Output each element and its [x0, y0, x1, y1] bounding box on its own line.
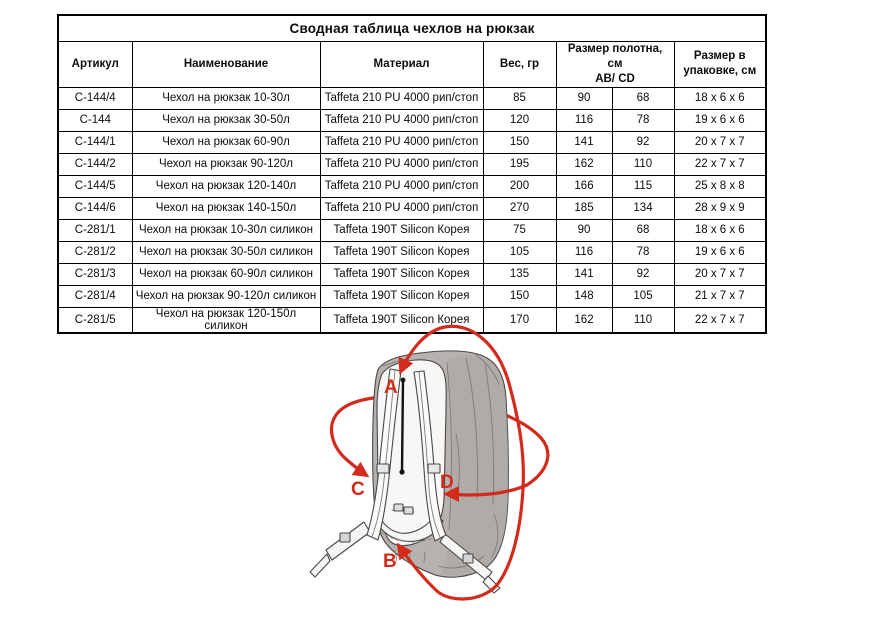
table-cell: 68 [612, 87, 674, 109]
table-cell: 68 [612, 219, 674, 241]
table-cell: 141 [556, 263, 612, 285]
table-cell: 25 х 8 х 8 [674, 175, 766, 197]
table-cell: Taffeta 210 PU 4000 рип/стоп [320, 197, 483, 219]
label-a: A [384, 377, 398, 398]
table-cell: 105 [612, 285, 674, 307]
label-c: C [351, 479, 365, 500]
table-cell: Чехол на рюкзак 10-30л [132, 87, 320, 109]
table-cell: 115 [612, 175, 674, 197]
table-cell: 22 х 7 х 7 [674, 153, 766, 175]
left-webbing-buckle [340, 533, 350, 542]
table-cell: 141 [556, 131, 612, 153]
table-row [58, 285, 766, 307]
table-cell: 18 х 6 х 6 [674, 87, 766, 109]
table-cell: 148 [556, 285, 612, 307]
table-row [58, 197, 766, 219]
table-cell: Taffeta 210 PU 4000 рип/стоп [320, 175, 483, 197]
table-cell: С-281/5 [58, 307, 132, 333]
table-cell: 28 х 9 х 9 [674, 197, 766, 219]
table-cell: Чехол на рюкзак 120-140л [132, 175, 320, 197]
table-cell: Чехол на рюкзак 140-150л [132, 197, 320, 219]
table-cell: Taffeta 190T Silicon Корея [320, 263, 483, 285]
table-row [58, 241, 766, 263]
table-cell: С-144/5 [58, 175, 132, 197]
table-cell: 120 [483, 109, 556, 131]
table-cell: Чехол на рюкзак 60-90л [132, 131, 320, 153]
table-cell: 22 х 7 х 7 [674, 307, 766, 333]
table-cell: 110 [612, 307, 674, 333]
table-cell: 78 [612, 241, 674, 263]
table-cell: Чехол на рюкзак 120-150л силикон [132, 307, 320, 333]
col-header-weight: Вес, гр [483, 42, 556, 88]
table-cell: 162 [556, 307, 612, 333]
table-cell: Чехол на рюкзак 30-50л [132, 109, 320, 131]
table-cell: 162 [556, 153, 612, 175]
table-cell: 21 х 7 х 7 [674, 285, 766, 307]
table-cell: 166 [556, 175, 612, 197]
table-row [58, 219, 766, 241]
table-cell: 92 [612, 131, 674, 153]
header-row [58, 42, 766, 88]
backpack-diagram [280, 314, 760, 619]
col-header-name: Наименование [132, 42, 320, 88]
table-row [58, 109, 766, 131]
col-header-fabric-size [556, 42, 674, 88]
col-header-material: Материал [320, 42, 483, 88]
table-cell: Taffeta 190T Silicon Корея [320, 307, 483, 333]
table-cell: Чехол на рюкзак 90-120л [132, 153, 320, 175]
table-row [58, 153, 766, 175]
table-cell: 110 [612, 153, 674, 175]
table-title: Сводная таблица чехлов на рюкзак [58, 15, 766, 42]
table-cell: С-281/4 [58, 285, 132, 307]
backpack-illustration [310, 351, 508, 593]
col-header-article: Артикул [58, 42, 132, 88]
table-cell: С-281/3 [58, 263, 132, 285]
table-cell: С-144/2 [58, 153, 132, 175]
left-webbing-tail [310, 554, 330, 577]
table-cell: 200 [483, 175, 556, 197]
table-cell: С-281/2 [58, 241, 132, 263]
table-row [58, 87, 766, 109]
left-strap-ladderlock [377, 464, 389, 473]
table-cell: 150 [483, 131, 556, 153]
table-cell: 270 [483, 197, 556, 219]
table-cell: 135 [483, 263, 556, 285]
label-b: B [383, 551, 397, 572]
table-cell: 75 [483, 219, 556, 241]
table-cell: Taffeta 190T Silicon Корея [320, 241, 483, 263]
title-row [58, 15, 766, 42]
table-cell: С-144/6 [58, 197, 132, 219]
label-d: D [440, 472, 454, 493]
table-cell: 185 [556, 197, 612, 219]
table-cell: 134 [612, 197, 674, 219]
table-head [58, 15, 766, 87]
table-cell: Taffeta 210 PU 4000 рип/стоп [320, 131, 483, 153]
table-cell: Taffeta 210 PU 4000 рип/стоп [320, 87, 483, 109]
table-row [58, 263, 766, 285]
table-cell: Чехол на рюкзак 60-90л силикон [132, 263, 320, 285]
table-row [58, 131, 766, 153]
table-cell: Чехол на рюкзак 30-50л силикон [132, 241, 320, 263]
right-webbing-buckle [463, 554, 473, 563]
table-cell: С-144/1 [58, 131, 132, 153]
col-header-pack-size: Размер в упаковке, см [674, 42, 766, 88]
table-cell: 18 х 6 х 6 [674, 219, 766, 241]
table-cell: 116 [556, 109, 612, 131]
table-cell: С-144/4 [58, 87, 132, 109]
table-cell: 116 [556, 241, 612, 263]
table-cell: 20 х 7 х 7 [674, 263, 766, 285]
table-cell: 195 [483, 153, 556, 175]
table-cell: Taffeta 190T Silicon Корея [320, 285, 483, 307]
table-cell: 90 [556, 219, 612, 241]
fabric-size-line2: АВ/ CD [595, 72, 635, 85]
table-cell: 85 [483, 87, 556, 109]
table-cell: С-281/1 [58, 219, 132, 241]
right-strap-ladderlock [428, 464, 440, 473]
fabric-size-line1: Размер полотна, см [567, 43, 663, 70]
table-cell: 90 [556, 87, 612, 109]
table-cell: Taffeta 190T Silicon Корея [320, 219, 483, 241]
table-cell: Taffeta 210 PU 4000 рип/стоп [320, 153, 483, 175]
table-cell: С-144 [58, 109, 132, 131]
table-cell: Чехол на рюкзак 90-120л силикон [132, 285, 320, 307]
table-cell: 20 х 7 х 7 [674, 131, 766, 153]
table-cell: 19 х 6 х 6 [674, 109, 766, 131]
table-row [58, 175, 766, 197]
table-cell: 92 [612, 263, 674, 285]
table-cell: Taffeta 210 PU 4000 рип/стоп [320, 109, 483, 131]
table-cell: 19 х 6 х 6 [674, 241, 766, 263]
table-cell: 105 [483, 241, 556, 263]
table-cell: 78 [612, 109, 674, 131]
table-cell: Чехол на рюкзак 10-30л силикон [132, 219, 320, 241]
summary-table [57, 14, 767, 334]
table-cell: 150 [483, 285, 556, 307]
table-cell: 170 [483, 307, 556, 333]
table-body [58, 87, 766, 333]
